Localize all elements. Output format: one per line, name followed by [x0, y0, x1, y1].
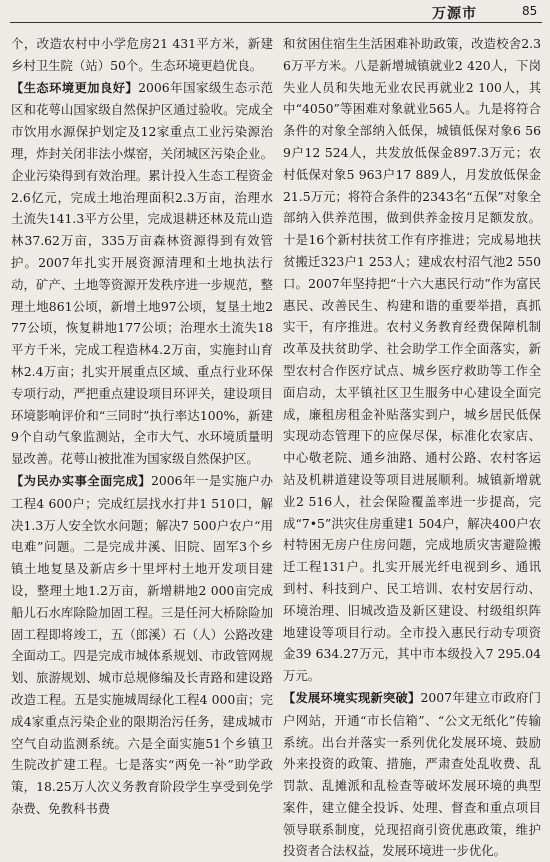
- running-title: 万源市: [432, 6, 477, 22]
- header-rule: [10, 22, 542, 23]
- section-heading: 【发展环境实现新突破】: [283, 690, 421, 705]
- section-body: 2007年建立市政府门户网站，开通“市长信箱”、“公文无纸化”传输系统。出台并落实一系列优化发展环境、鼓励外来投资的政策、措施，严肃查处乱收费、乱罚款、乱摊派和乱检查等破坏发展环境的典型案件，建立健全投诉、处理、督查和重点项目领导联系制度，兑现招商引资优惠政策，维护投资者合法权益，发展环境进一步优化。: [283, 689, 541, 859]
- section-ecology: [11, 77, 273, 470]
- paragraph: 个，改造农村中小学危房21 431平方米，新建乡村卫生院（站）50个。生态环境更趋优良。: [11, 36, 273, 73]
- section-livelihood: [11, 470, 273, 820]
- right-column: [283, 33, 541, 859]
- page-number: 85: [522, 4, 538, 18]
- page-header: [0, 0, 550, 30]
- paragraph: 和贫困住宿生生活困难补助政策，改造校舍2.36万平方米。八是新增城镇就业2 420人，下岗失业人员和失地无业农民再就业2 100人，其中“4050”等困难对象就业565人。九是将符合条件的对象全部纳入低保，城镇低保对象6 569户12 524人，共发放低保金897.3万元；农村低保对象5 963户17 889人，月发放低保金21.5万元；将符合条件的2343名“五保”对象全部纳入供养范围，做到供养金按月足额发放。十是16个新村扶贫工作有序推进；完成易地扶贫搬迁323户1 253人；建成农村沼气池2 550口。2007年坚持把“十六大惠民行动”作为富民惠民、改善民生、构建和谐的重要举措，真抓实干，有序推进。农村义务教育经费保障机制改革及扶贫助学、社会助学工作全面落实，新型农村合作医疗试点、城乡医疗救助等工作全面启动，太平镇社区卫生服务中心建设全面完成，廉租房租金补贴落实到户，城乡居民低保实现动态管理下的应保尽保，标准化农家店、中心敬老院、通乡油路、通村公路、农村客运站及机耕道建设等项目进展顺利。城镇新增就业2 516人，社会保险覆盖率进一步提高，完成“7•5”洪灾住房重建1 504户，解决400户农村特困无房户住房问题，完成地质灾害避险搬迁工程131户。扎实开展光纤电视到乡、通讯到村、科技到户、民工培训、农村安居行动、环境治理、旧城改造及新区建设、村级组织阵地建设等项目行动。全市投入惠民行动专项资金39 634.27万元，其中市本级投入7 295.04万元。: [283, 36, 541, 684]
- section-heading: 【为民办实事全面完成】: [11, 473, 151, 488]
- section-environment: [283, 687, 541, 862]
- left-column: [11, 33, 273, 818]
- section-heading: 【生态环境更加良好】: [11, 80, 139, 95]
- section-body: 2006年一是实施户办工程4 600户；完成红层找水打井1 510口，解决1.3万人安全饮水问题；解决7 500户农户“用电难”问题。二是完成井溪、旧院、固军3个乡镇土地复垦及新店乡十里坪村土地开发项目建设，整理土地1.2万亩，新增耕地2 000亩完成船儿石水库除险加固工程。三是任河大桥除险加固工程即将竣工，五（郎溪）石（人）公路改建全面动工。四是完成市城体系规划、市政管网规划、旅游规划、城市总规修编及长青路和建设路改造工程。五是实施城周绿化工程4 000亩；完成4家重点污染企业的限期治污任务，建成城市空气自动监测系统。六是全面实施51个乡镇卫生院改扩建工程。七是落实“两免一补”助学政策，18.25万人次义务教育阶段学生享受到免学杂费、免教科书费: [11, 472, 273, 816]
- section-body: 2006年国家级生态示范区和花萼山国家级自然保护区通过验收。完成全市饮用水源保护划定及12家重点工业污染源治理，炸封关闭非法小煤窑，关闭城区污染企业。企业污染得到有效治理。累计投入生态工程资金2.6亿元，完成土地治理面积2.3万亩，治理水土流失141.3平方公里，完成退耕还林及荒山造林37.62万亩，335万亩森林资源得到有效管护。2007年扎实开展资源清理和土地执法行动，矿产、土地等资源开发秩序进一步规范，整理土地861公顷，新增土地97公顷，复垦土地277公顷，恢复耕地177公顷；治理水土流失18平方千米，完成工程造林4.2万亩，实施封山育林2.4万亩；扎实开展重点区域、重点行业环保专项行动，严把重点建设项目环评关，建设项目环境影响评价和“三同时”执行率达100%，新建9个自动气象监测站，全市大气、水环境质量明显改善。花萼山被批准为国家级自然保护区。: [11, 79, 274, 467]
